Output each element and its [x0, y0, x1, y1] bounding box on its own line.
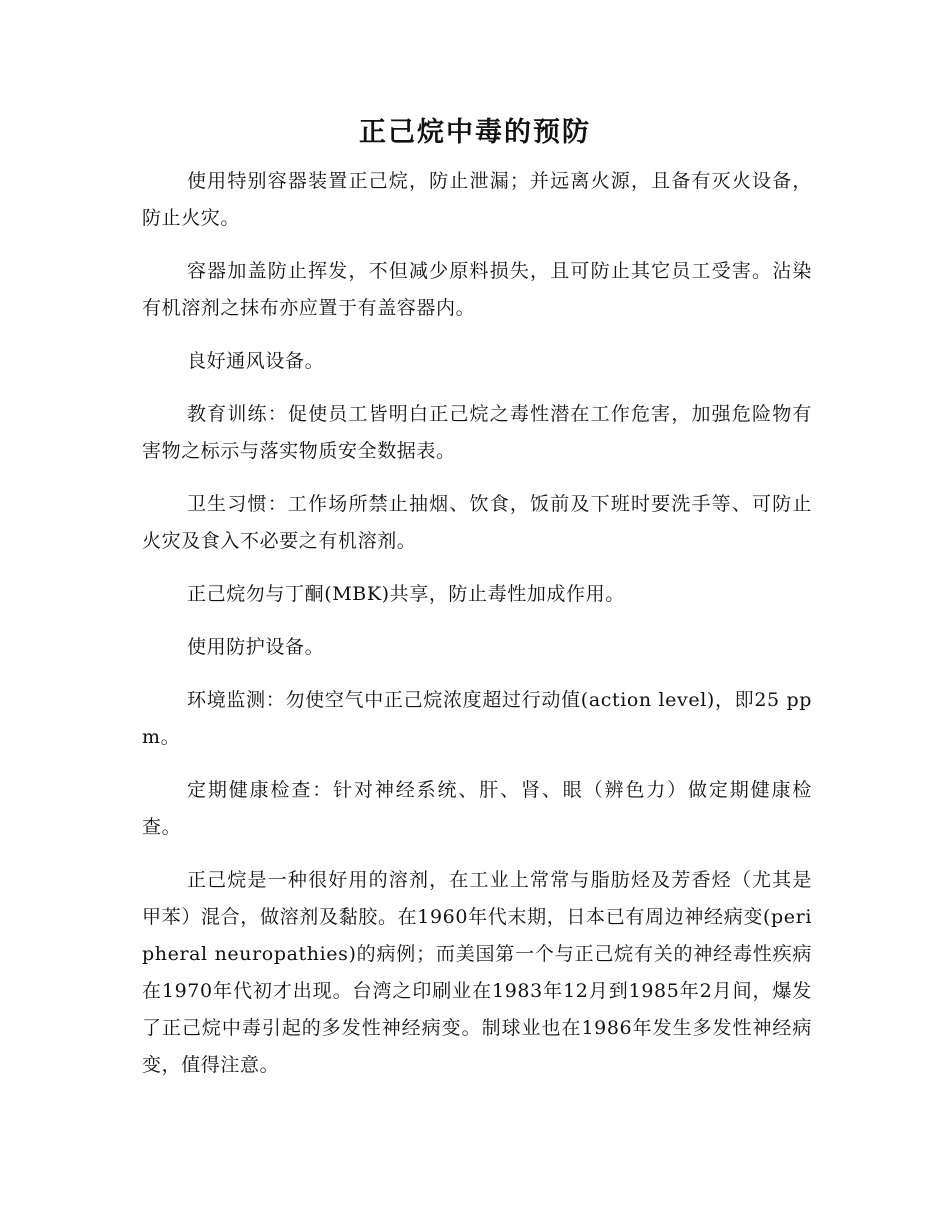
paragraph-9: 定期健康检查：针对神经系统、肝、肾、眼（辨色力）做定期健康检查。: [142, 779, 812, 838]
paragraph-6: 正己烷勿与丁酮(MBK)共享，防止毒性加成作用。: [187, 583, 625, 605]
paragraph-1: 使用特别容器装置正己烷，防止泄漏；并远离火源，且备有灭火设备，防止火灾。: [142, 170, 812, 229]
paragraph-2: 容器加盖防止挥发，不但减少原料损失，且可防止其它员工受害。沾染有机溶剂之抹布亦应置于有盖容器内。: [142, 260, 812, 319]
paragraph-3: 良好通风设备。: [187, 350, 325, 372]
paragraph-7: 使用防护设备。: [187, 636, 325, 658]
paragraph-5: 卫生习惯：工作场所禁止抽烟、饮食，饭前及下班时要洗手等、可防止火灾及食入不必要之有机溶剂。: [142, 493, 812, 552]
paragraph-4: 教育训练：促使员工皆明白正己烷之毒性潜在工作危害，加强危险物有害物之标示与落实物质安全数据表。: [142, 403, 812, 462]
paragraph-10: 正己烷是一种很好用的溶剂，在工业上常常与脂肪烃及芳香烃（尤其是甲苯）混合，做溶剂及黏胶。在1960年代末期，日本已有周边神经病变(peripheral neuropathies)的病例；而美国第一个与正己烷有关的神经毒性疾病在1970年代初才出现。台湾之印刷业在1983年12月到1985年2月间，爆发了正己烷中毒引起的多发性神经病变。制球业也在1986年发生多发性神经病变，值得注意。: [142, 869, 812, 1076]
paragraph-8: 环境监测：勿使空气中正己烷浓度超过行动值(action level)，即25 ppm。: [142, 689, 812, 748]
document-body: [142, 163, 812, 1100]
page-title: 正己烷中毒的预防: [359, 117, 591, 148]
